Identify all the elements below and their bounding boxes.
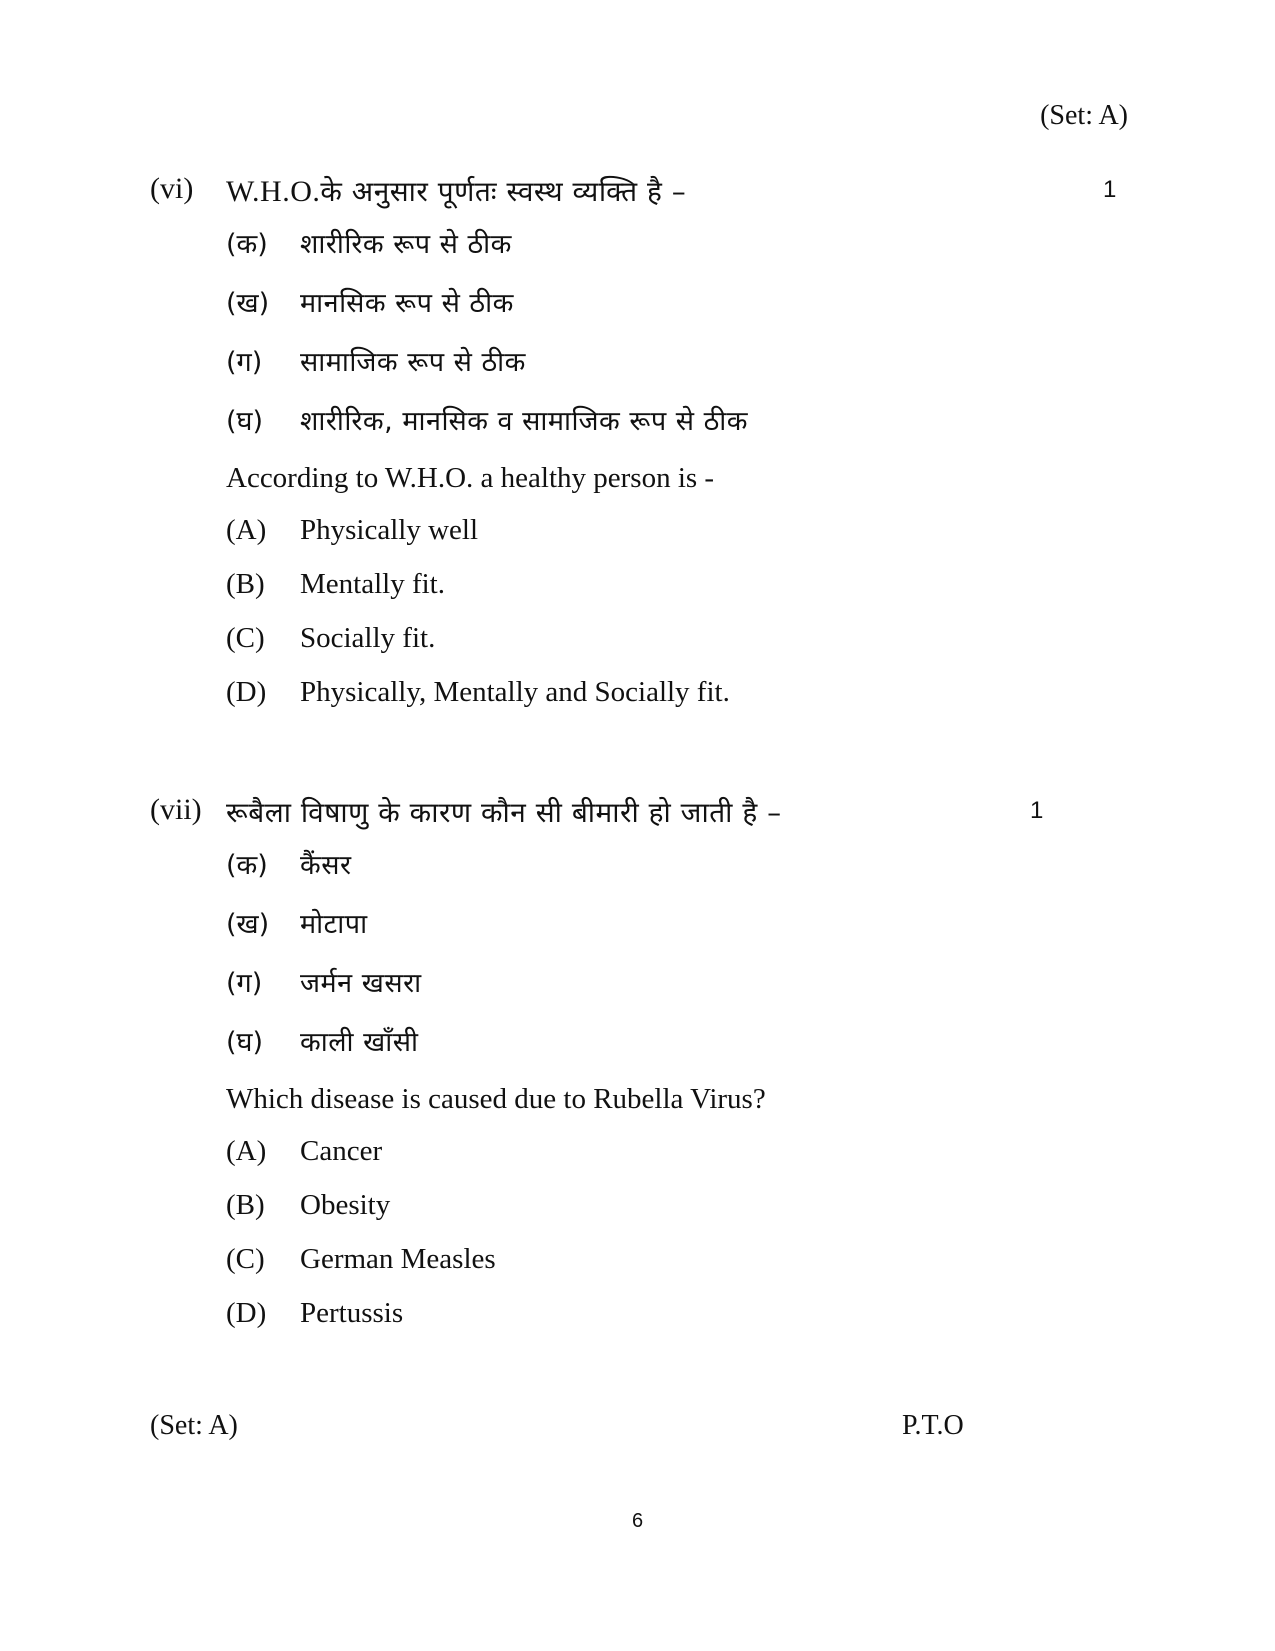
option-label: (A) xyxy=(226,514,267,546)
option-label: (ख) xyxy=(226,909,270,940)
set-label-footer: (Set: A) xyxy=(150,1410,238,1441)
option-label: (ख) xyxy=(226,288,270,319)
question-vii xyxy=(150,793,1110,1345)
option-text: Socially fit. xyxy=(300,622,436,654)
hindi-option xyxy=(150,837,1110,896)
question-number: (vi) xyxy=(150,172,194,205)
option-label: (B) xyxy=(226,1189,265,1221)
hindi-option xyxy=(150,896,1110,955)
option-label: (B) xyxy=(226,568,265,600)
question-text-hindi xyxy=(226,172,686,210)
hindi-option xyxy=(150,275,1110,334)
question-vi xyxy=(150,172,1117,724)
option-text: मोटापा xyxy=(300,909,368,940)
option-label: (ग) xyxy=(226,347,263,378)
question-marks: 1 xyxy=(1030,797,1044,824)
option-label: (ग) xyxy=(226,968,263,999)
english-question xyxy=(150,456,1110,508)
page-number: 6 xyxy=(631,1510,644,1532)
set-label-top: (Set: A) xyxy=(1040,100,1128,131)
english-option xyxy=(150,1237,1110,1291)
english-question xyxy=(150,1077,1110,1129)
option-text: काली खाँसी xyxy=(300,1027,419,1058)
option-text: Obesity xyxy=(300,1189,391,1221)
english-option xyxy=(150,508,1110,562)
question-marks: 1 xyxy=(1103,176,1117,203)
option-label: (घ) xyxy=(226,406,264,437)
english-option xyxy=(150,1183,1110,1237)
hindi-option xyxy=(150,393,1110,452)
hindi-option xyxy=(150,1014,1110,1073)
question-header xyxy=(150,793,1110,837)
option-text: Pertussis xyxy=(300,1297,404,1329)
option-text: जर्मन खसरा xyxy=(300,968,422,999)
question-text-english: According to W.H.O. a healthy person is - xyxy=(226,462,715,494)
question-text-english: Which disease is caused due to Rubella Virus? xyxy=(226,1083,766,1115)
english-option xyxy=(150,616,1110,670)
question-text-hindi: रूबैला विषाणु के कारण कौन सी बीमारी हो जाती है – xyxy=(226,796,782,829)
question-number: (vii) xyxy=(150,793,202,826)
hindi-option xyxy=(150,955,1110,1014)
option-text: Mentally fit. xyxy=(300,568,445,600)
option-label: (D) xyxy=(226,676,267,708)
option-text: सामाजिक रूप से ठीक xyxy=(300,347,526,378)
hindi-option xyxy=(150,334,1110,393)
option-label: (C) xyxy=(226,622,265,654)
question-header xyxy=(150,172,1117,216)
english-option xyxy=(150,670,1110,724)
option-text: शारीरिक रूप से ठीक xyxy=(300,229,512,260)
question-text-hindi-body: के अनुसार पूर्णतः स्वस्थ व्यक्ति है – xyxy=(320,175,687,208)
option-text: कैंसर xyxy=(300,850,352,881)
who-abbrev: W.H.O. xyxy=(226,175,321,208)
option-label: (घ) xyxy=(226,1027,264,1058)
option-text: Physically well xyxy=(300,514,479,546)
english-option xyxy=(150,1129,1110,1183)
option-label: (क) xyxy=(226,229,268,260)
option-label: (क) xyxy=(226,850,268,881)
pto-label: P.T.O xyxy=(902,1410,964,1441)
english-option xyxy=(150,1291,1110,1345)
english-option xyxy=(150,562,1110,616)
option-text: Cancer xyxy=(300,1135,383,1167)
option-label: (A) xyxy=(226,1135,267,1167)
option-text: German Measles xyxy=(300,1243,496,1275)
hindi-option xyxy=(150,216,1110,275)
option-label: (C) xyxy=(226,1243,265,1275)
option-text: Physically, Mentally and Socially fit. xyxy=(300,676,730,708)
option-text: मानसिक रूप से ठीक xyxy=(300,288,514,319)
option-text: शारीरिक, मानसिक व सामाजिक रूप से ठीक xyxy=(300,406,748,437)
option-label: (D) xyxy=(226,1297,267,1329)
